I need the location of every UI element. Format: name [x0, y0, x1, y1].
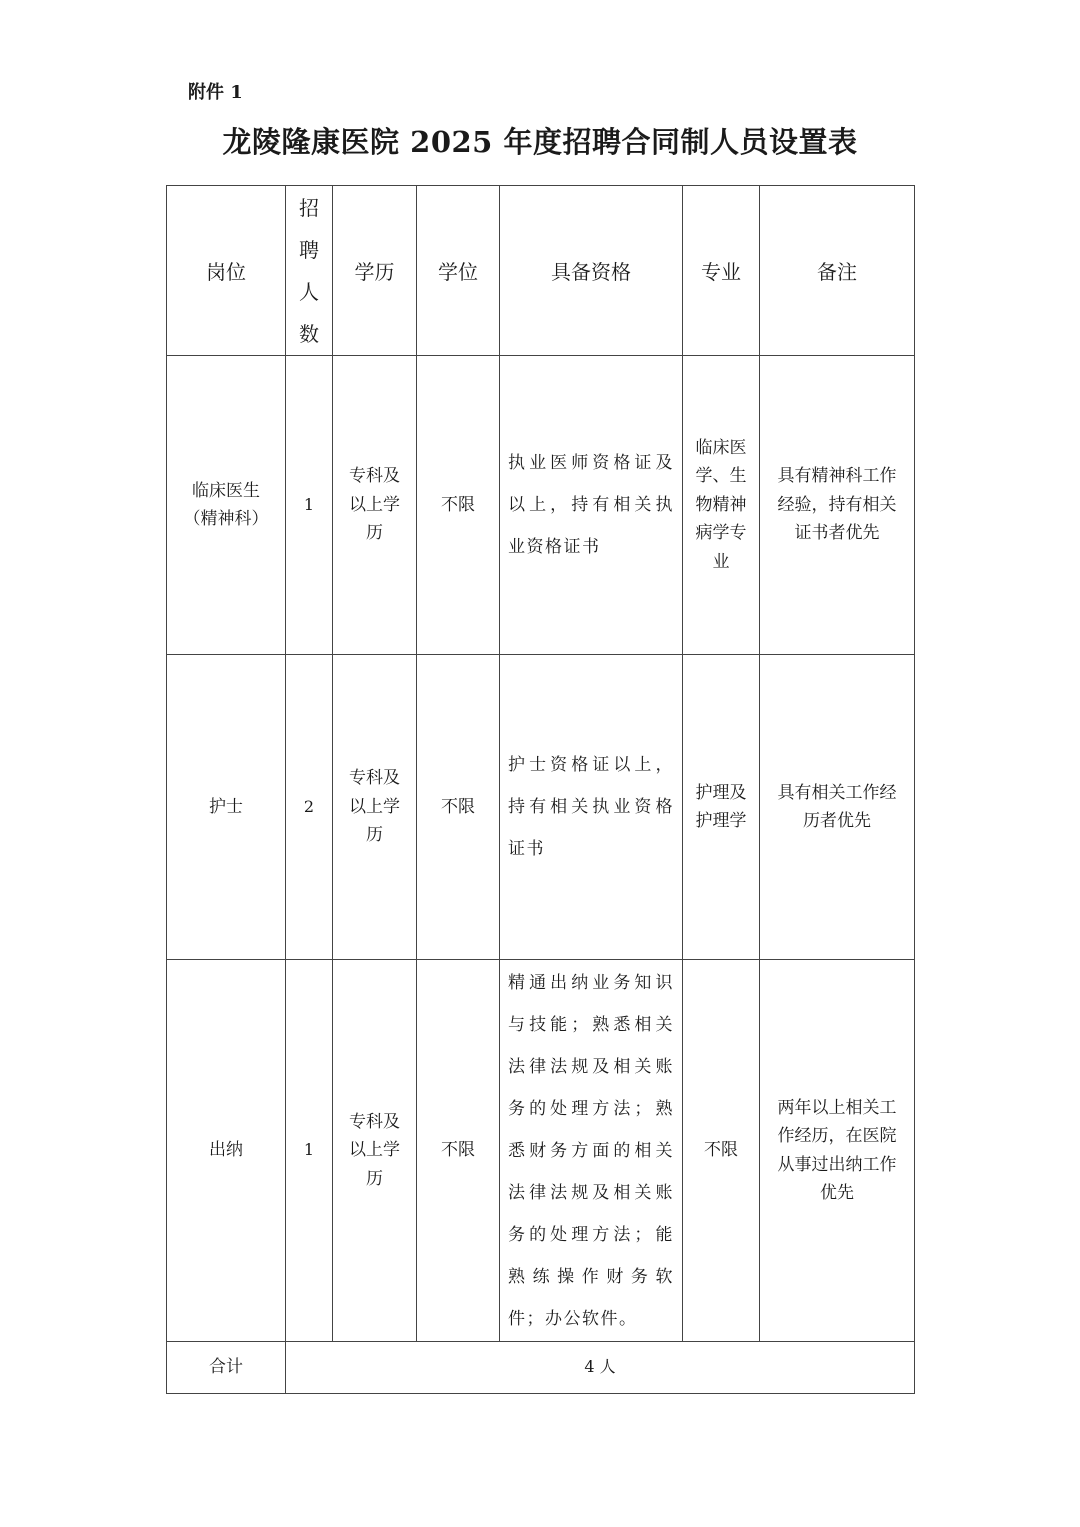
cell-count: 1	[286, 960, 333, 1342]
header-remarks: 备注	[760, 186, 915, 356]
total-value: 4 人	[286, 1342, 915, 1394]
cell-count: 1	[286, 356, 333, 655]
remarks-text: 具有相关工作经历者优先	[777, 782, 897, 831]
education-text: 专科及以上学历	[349, 466, 400, 544]
header-major: 专业	[683, 186, 760, 356]
cell-major: 不限	[683, 960, 760, 1342]
cell-degree: 不限	[417, 960, 500, 1342]
cell-remarks	[760, 356, 915, 655]
header-degree: 学位	[417, 186, 500, 356]
header-count-label: 招聘人数	[299, 195, 319, 346]
header-count	[286, 186, 333, 356]
table-total-row	[167, 1342, 915, 1394]
table-row	[167, 356, 915, 655]
cell-education	[333, 960, 417, 1342]
cell-education	[333, 655, 417, 960]
header-qualification: 具备资格	[500, 186, 683, 356]
total-label: 合计	[167, 1342, 286, 1394]
attachment-label: 附件 1	[188, 82, 243, 103]
header-position: 岗位	[167, 186, 286, 356]
header-education: 学历	[333, 186, 417, 356]
education-text: 专科及以上学历	[349, 1111, 400, 1189]
table-row	[167, 655, 915, 960]
cell-qualification: 执业医师资格证及以上，持有相关执业资格证书	[500, 356, 683, 655]
remarks-text: 两年以上相关工作经历，在医院从事过出纳工作优先	[777, 1097, 897, 1203]
table-row	[167, 960, 915, 1342]
position-text: 临床医生（精神科）	[183, 480, 269, 529]
cell-qualification: 精通出纳业务知识与技能；熟悉相关法律法规及相关账务的处理方法；熟悉财务方面的相关法律法规及相关账务的处理方法；能熟练操作财务软件；办公软件。	[500, 960, 683, 1342]
staffing-table	[166, 185, 915, 1394]
cell-remarks	[760, 655, 915, 960]
cell-degree: 不限	[417, 655, 500, 960]
major-text: 临床医学、生物精神病学专业	[695, 437, 747, 572]
education-text: 专科及以上学历	[349, 768, 400, 846]
remarks-text: 具有精神科工作经验，持有相关证书者优先	[777, 466, 897, 544]
cell-position	[167, 356, 286, 655]
table-header-row	[167, 186, 915, 356]
document-title: 龙陵隆康医院 2025 年度招聘合同制人员设置表	[222, 125, 858, 159]
cell-position: 出纳	[167, 960, 286, 1342]
cell-major	[683, 655, 760, 960]
cell-remarks	[760, 960, 915, 1342]
cell-education	[333, 356, 417, 655]
major-text: 护理及护理学	[695, 782, 747, 831]
cell-position: 护士	[167, 655, 286, 960]
cell-count: 2	[286, 655, 333, 960]
cell-qualification: 护士资格证以上，持有相关执业资格证书	[500, 655, 683, 960]
cell-degree: 不限	[417, 356, 500, 655]
cell-major	[683, 356, 760, 655]
